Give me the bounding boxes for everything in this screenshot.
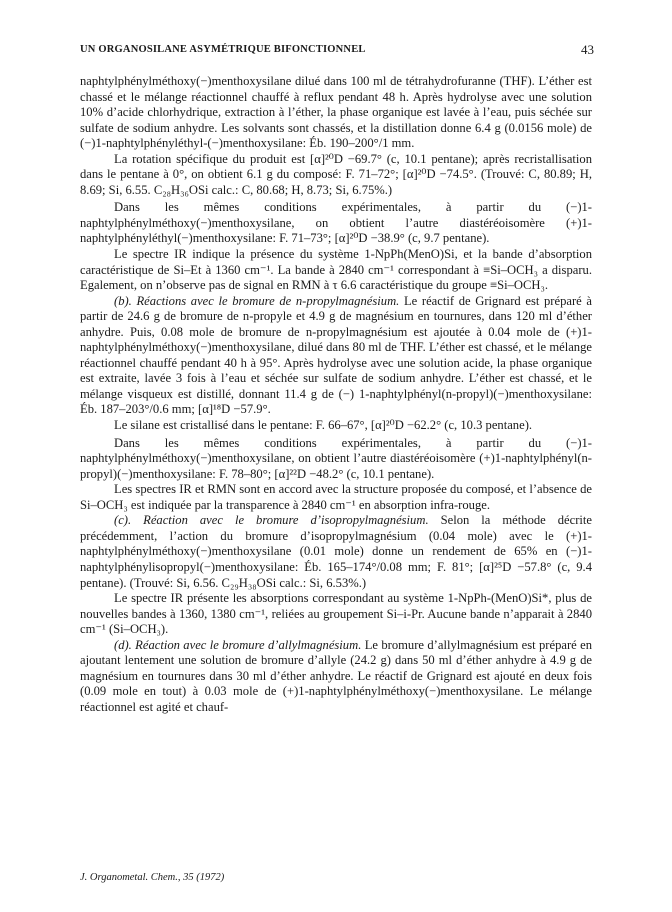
paragraph-diastereoisomer-ethyl: Dans les mêmes conditions expérimentales, à partir du (−)1-naphtylphénylméthoxy(−)menthoxysilane, on obtient l’autre diastéréoisomère (+)1-naphtylphényléthyl(−)menthoxysilane: F. 71–73°; [α]²⁰D −38.9° (c, 9.7 pentane). [80,200,592,246]
paragraph-ir-isopropyl: Le spectre IR présente les absorptions correspondant au système 1-NpPh-(MenO)Si*, plus de nouvelles bandes à 1360, 1380 cm⁻¹, reliées au groupement Si–i-Pr. Aucune bande n’apparait à 2840 cm⁻¹ (Si–OCH₃). [80,591,592,637]
paragraph-section-c [80,513,592,591]
running-title: UN ORGANOSILANE ASYMÉTRIQUE BIFONCTIONNEL [80,44,366,55]
section-c-text: Selon la méthode décrite précédemment, l’action du bromure d’isopropylmagnésium (0.04 mole) avec le (+)1-naphtylphénylméthoxy(−)menthoxysilane (0.01 mole) donne un rendement de 65% en (−)1-naphtylphénylisopropyl(−)menthoxysilane: Éb. 165–174°/0.08 mm; F. 81°; [α]²⁵D −57.8° (c, 9.4 pentane). (Trouvé: Si, 6.56. C₂₉H₃₈OSi calc.: Si, 6.53%.) [80,513,593,590]
paragraph-diastereoisomer-propyl: Dans les mêmes conditions expérimentales, à partir du (−)1-naphtylphénylméthoxy(−)menthoxysilane, on obtient l’autre diastéréoisomère (+)1-naphtylphényl(n-propyl)(−)menthoxysilane: F. 78–80°; [α]²²D −48.2° (c, 10.1 pentane). [80,435,592,481]
section-d-text: Le bromure d’allylmagnésium est préparé en ajoutant lentement une solution de bromure d’allyle (24.2 g) dans 50 ml d’éther anhydre à 4.9 g de magnésium en tournures dans 30 ml d’éther anhydre. Le réactif de Grignard est ajouté en deux fois (0.09 mole en tout) à 0.03 mole de (+)1-naphtylphénylméthoxy(−)menthoxysilane. Le mélange réactionnel est agité et chauf- [80,637,592,714]
section-b-text: Le réactif de Grignard est préparé à partir de 24.6 g de bromure de n-propyle et 4.9 g de magnésium en tournures, dans 120 ml d’éther anhydre. Puis, 0.08 mole de bromure de n-propylmagnésium est ajoutée à 0.04 mole de (+)1-naphtylphénylméthoxy(−)menthoxysilane, dilué dans 80 ml de THF. L’éther est chassé, et le mélange réactionnel chauffé pendant 40 h à 95°. Après hydrolyse avec une solution acide, la phase organique est extraite, lavée 3 fois à l’eau et séchée sur sulfate de sodium anhydre. L’éther est chassé, et le mélange visqueux est distillé, donnant 11.4 g de (−) 1-naphtylphényl(n-propyl)(−)menthoxysilane: Éb. 187–203°/0.6 mm; [α]¹⁸D −57.9°. [80,293,592,417]
paragraph-continuation: naphtylphénylméthoxy(−)menthoxysilane dilué dans 100 ml de tétrahydrofuranne (THF). L’éther est chassé et le mélange réactionnel chauffé à reflux pendant 48 h. Après hydrolyse avec une solution 10% d’acide chlorhydrique, extraction à l’éther, la phase organique est lavée à l’eau, puis séchée sur sulfate de sodium anhydre. Les solvants sont chassés, et la distillation donne 6.4 g (0.0156 mole) de (−)1-naphtylphényléthyl-(−)menthoxysilane: Éb. 190–200°/1 mm. [80,74,592,151]
paragraph-crystallisation: Le silane est cristallisé dans le pentane: F. 66–67°, [α]²⁰D −62.2° (c, 10.3 pentane). [114,418,533,433]
article-body [80,74,592,715]
paragraph-section-d [80,638,592,716]
page-number: 43 [581,42,594,57]
section-d-heading: (d). Réaction avec le bromure d’allylmagnésium. [114,637,362,652]
paragraph-ir-nmr-propyl: Les spectres IR et RMN sont en accord avec la structure proposée du composé, et l’absence de Si–OCH₃ est indiquée par la transparence à 2840 cm⁻¹ en absorption infra-rouge. [80,482,592,512]
paragraph-rotation: La rotation spécifique du produit est [α]²⁰D −69.7° (c, 10.1 pentane); après recristallisation dans le pentane à 0°, on obtient 6.1 g du composé: F. 71–72°; [α]²⁰D −74.5°. (Trouvé: C, 80.89; H, 8.69; Si, 6.55. C₂₈H₃₆OSi calc.: C, 80.68; H, 8.73; Si, 6.75%.) [80,151,592,197]
section-c-heading: (c). Réaction avec le bromure d’isopropylmagnésium. [114,513,429,528]
paragraph-section-b [80,294,592,418]
journal-citation: J. Organometal. Chem., 35 (1972) [80,872,225,883]
section-b-heading: (b). Réactions avec le bromure de n-propylmagnésium. [114,293,400,308]
paragraph-ir-spectrum-ethyl: Le spectre IR indique la présence du système 1-NpPh(MenO)Si, et la bande d’absorption caractéristique de Si–Et à 1360 cm⁻¹. La bande à 2840 cm⁻¹ correspondant à ≡Si–OCH₃ a disparu. Egalement, on n’observe pas de signal en RMN à τ 6.6 caractéristique du groupe ≡Si–OCH₃. [80,247,592,293]
